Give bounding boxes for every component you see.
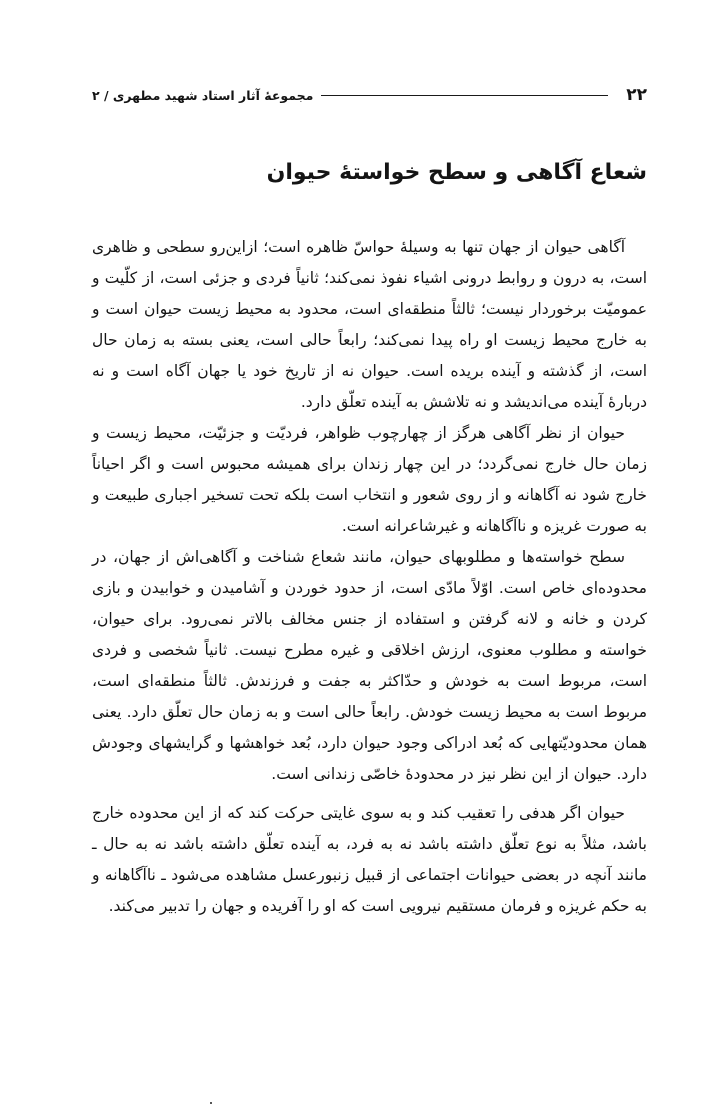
- running-title: مجموعهٔ آثار استاد شهید مطهری / ۲: [92, 87, 314, 103]
- footer-dot: [210, 1102, 212, 1104]
- section-heading: شعاع آگاهی و سطح خواستهٔ حیوان: [266, 160, 647, 185]
- paragraph-3: سطح خواسته‌ها و مطلوبهای حیوان، مانند شعاع شناخت و آگاهی‌اش از جهان، در محدوده‌ای خاص است. اوّلاً مادّی است، از حدود خوردن و آشامیدن و خوابیدن و بازی کردن و خانه و لانه گرفتن و استفاده از جنس مخالف بالاتر نمی‌رود. برای حیوان، خواسته و مطلوب معنوی، ارزش اخلاقی و غیره مطرح نیست. ثانیاً شخصی و فردی است، مربوط است به خودش و حدّاکثر به جفت و فرزندش. ثالثاً منطقه‌ای است، مربوط است به محیط زیست خودش. رابعاً حالی است و به زمان حال تعلّق دارد. یعنی همان محدودیّتهایی که بُعد ادراکی وجود حیوان دارد، بُعد خواهشها و گرایشهای وجودش دارد. حیوان از این نظر نیز در محدودهٔ خاصّی زندانی است.: [92, 548, 647, 783]
- paragraph-4: حیوان اگر هدفی را تعقیب کند و به سوی غایتی حرکت کند که از این محدوده خارج باشد، مثلاً به نوع تعلّق داشته باشد نه به فرد، به آینده تعلّق داشته باشد نه به حال ـ مانند آنچه در بعضی حیوانات اجتماعی از قبیل زنبورعسل مشاهده می‌شود ـ ناآگاهانه و به حکم غریزه و فرمان مستقیم نیرویی است که او را آفریده و جهان را تدبیر می‌کند.: [92, 804, 647, 915]
- paragraph-2: حیوان از نظر آگاهی هرگز از چهارچوب ظواهر، فردیّت و جزئیّت، محیط زیست و زمان حال خارج نمی‌گردد؛ در این چهار زندان برای همیشه محبوس است و اگر احیاناً خارج شود نه آگاهانه و از روی شعور و انتخاب است بلکه تحت تسخیر اجباری طبیعت و به صورت غریزه و ناآگاهانه و غیرشاعرانه است.: [92, 424, 647, 535]
- header-rule: [321, 95, 608, 96]
- running-header: [92, 84, 647, 106]
- page-number: ۲۲: [626, 85, 647, 105]
- paragraph-1: آگاهی حیوان از جهان تنها به وسیلهٔ حواسّ ظاهره است؛ ازاین‌رو سطحی و ظاهری است، به درون و روابط درونی اشیاء نفوذ نمی‌کند؛ ثانیاً فردی و جزئی است، از کلّیت و عمومیّت برخوردار نیست؛ ثالثاً منطقه‌ای است، محدود به محیط زیست حیوان است و به خارج محیط زیست او راه پیدا نمی‌کند؛ رابعاً حالی است، یعنی بسته به زمان حال است، از گذشته و آینده بریده است. حیوان نه از تاریخ خود یا جهان آگاه است و نه دربارهٔ آینده می‌اندیشد و نه تلاشش به آینده تعلّق دارد.: [92, 238, 647, 411]
- body-text: [92, 232, 647, 922]
